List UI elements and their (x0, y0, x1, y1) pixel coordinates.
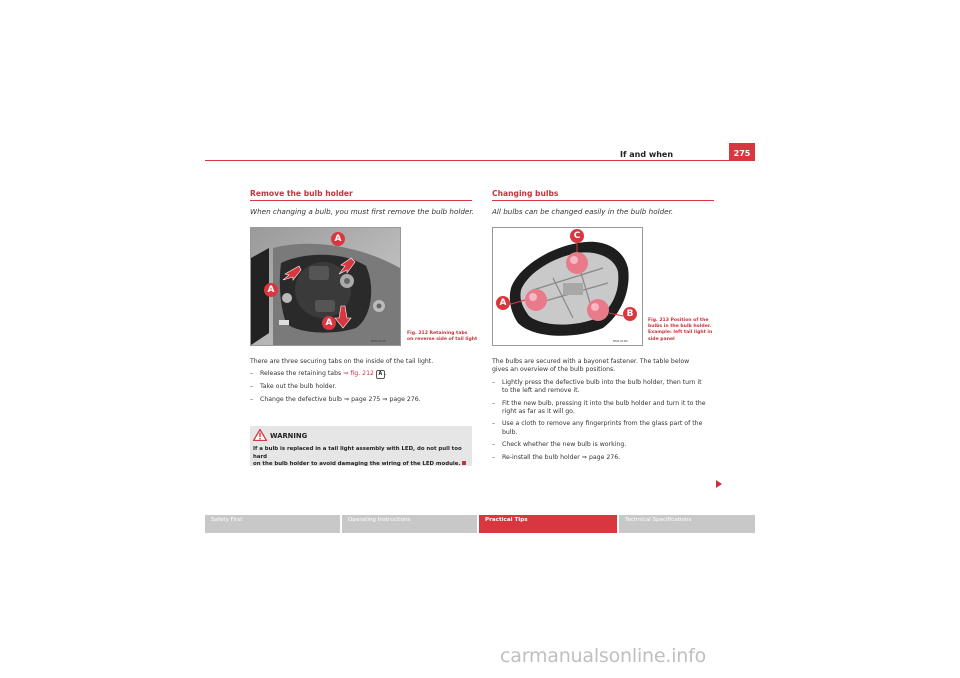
figure-212-tail-light-reverse (250, 227, 401, 346)
step-text: Take out the bulb holder. (260, 383, 337, 391)
step-item (250, 383, 472, 391)
step-dash: – (492, 378, 496, 386)
step-text (502, 379, 702, 396)
step-text (502, 420, 702, 437)
intro-line: The bulbs are secured with a bayonet fastener. The table below (492, 358, 690, 365)
step-item (492, 441, 720, 449)
step-text (502, 400, 706, 417)
step-dash: – (250, 370, 254, 378)
figure-212-caption (407, 331, 477, 343)
warning-text (253, 446, 471, 469)
watermark-text: carmanualsonline.info (500, 645, 707, 667)
step-line: Lightly press the defective bulb into the bulb holder, then turn it (502, 378, 702, 386)
step-text-after: . (384, 370, 387, 378)
footer-tab-technical-specifications[interactable]: Technical Specifications (619, 515, 755, 533)
step-text (502, 441, 626, 449)
warning-line: If a bulb is replaced in a tail light assembly with LED, do not pull too hard (253, 446, 462, 460)
step-dash: – (492, 420, 496, 428)
step-text (260, 370, 387, 379)
section-title-remove-bulb-holder: Remove the bulb holder (250, 189, 353, 198)
right-body (492, 358, 720, 466)
end-of-section-marker (462, 461, 466, 465)
step-text[interactable] (502, 454, 620, 462)
callout-tag: A (376, 370, 385, 379)
footer-tab-safety-first[interactable]: Safety First (205, 515, 340, 533)
step-item (492, 420, 720, 437)
step-dash: – (492, 453, 496, 461)
section-lead: When changing a bulb, you must first remove the bulb holder. (250, 207, 474, 216)
section-lead: All bulbs can be changed easily in the bulb holder. (492, 207, 674, 216)
warning-box (250, 426, 472, 466)
step-item (492, 400, 720, 417)
callout-a-top: A (331, 232, 345, 246)
page-title: If and when (620, 150, 674, 159)
warning-line: on the bulb holder to avoid damaging the wiring of the LED module. (253, 461, 461, 468)
caption-line: bulbs in the bulb holder. (648, 324, 712, 330)
step-dash: – (492, 441, 496, 449)
step-line: Fit the new bulb, pressing it into the bulb holder and turn it to the (502, 399, 706, 407)
step-text-before: Release the retaining tabs (260, 370, 344, 378)
section-title-changing-bulbs: Changing bulbs (492, 189, 559, 198)
figure-213-bulb-holder (492, 227, 643, 346)
figure-code: B5R-0185 (371, 339, 386, 343)
step-line: bulb. (502, 428, 518, 436)
caption-line: Example: left tail light in (648, 330, 713, 336)
section-rule (492, 200, 714, 201)
caption-line: on reverse side of tail light (407, 337, 478, 343)
footer-tab-practical-tips[interactable]: Practical Tips (479, 515, 617, 533)
callout-a: A (496, 296, 510, 310)
bulb-holder-illustration (493, 228, 642, 345)
step-item (492, 379, 720, 396)
step-line: right as far as it will go. (502, 408, 575, 416)
step-line: Check whether the new bulb is working. (502, 441, 627, 449)
caption-line: side panel (648, 336, 675, 342)
step-line: Use a cloth to remove any fingerprints from the glass part of the (502, 420, 703, 428)
callout-a-left: A (264, 283, 278, 297)
callout-b: B (623, 307, 637, 321)
header-rule (205, 160, 755, 161)
step-item (492, 454, 720, 462)
page-number: 275 (729, 143, 755, 160)
caption-line: Fig. 213 Position of the (648, 318, 709, 323)
section-rule (250, 200, 472, 201)
intro-text: There are three securing tabs on the inside of the tail light. (250, 358, 434, 365)
figure-link[interactable]: ⇒ fig. 212 (343, 370, 374, 378)
intro-text (492, 358, 720, 375)
step-item (250, 396, 472, 404)
figure-213-caption (648, 318, 712, 343)
step-line: Re-install the bulb holder ⇒ page 276. (502, 453, 621, 461)
intro-line: gives an overview of the bulb positions. (492, 366, 616, 374)
footer-tab-operating-instructions[interactable]: Operating Instructions (342, 515, 477, 533)
step-item (250, 370, 472, 379)
warning-title: WARNING (270, 432, 308, 440)
figure-code: B5R-0182 (613, 339, 628, 343)
step-dash: – (250, 395, 254, 403)
next-page-arrow-icon[interactable] (716, 480, 722, 488)
warning-triangle-icon (253, 429, 267, 441)
callout-c: C (570, 229, 584, 243)
step-dash: – (492, 399, 496, 407)
callout-a-bottom: A (322, 316, 336, 330)
step-line: to the left and remove it. (502, 387, 580, 395)
step-dash: – (250, 383, 254, 391)
step-text[interactable]: Change the defective bulb ⇒ page 275 ⇒ page 276. (260, 395, 421, 403)
left-body (250, 358, 472, 408)
caption-line: Fig. 212 Retaining tabs (407, 331, 468, 336)
